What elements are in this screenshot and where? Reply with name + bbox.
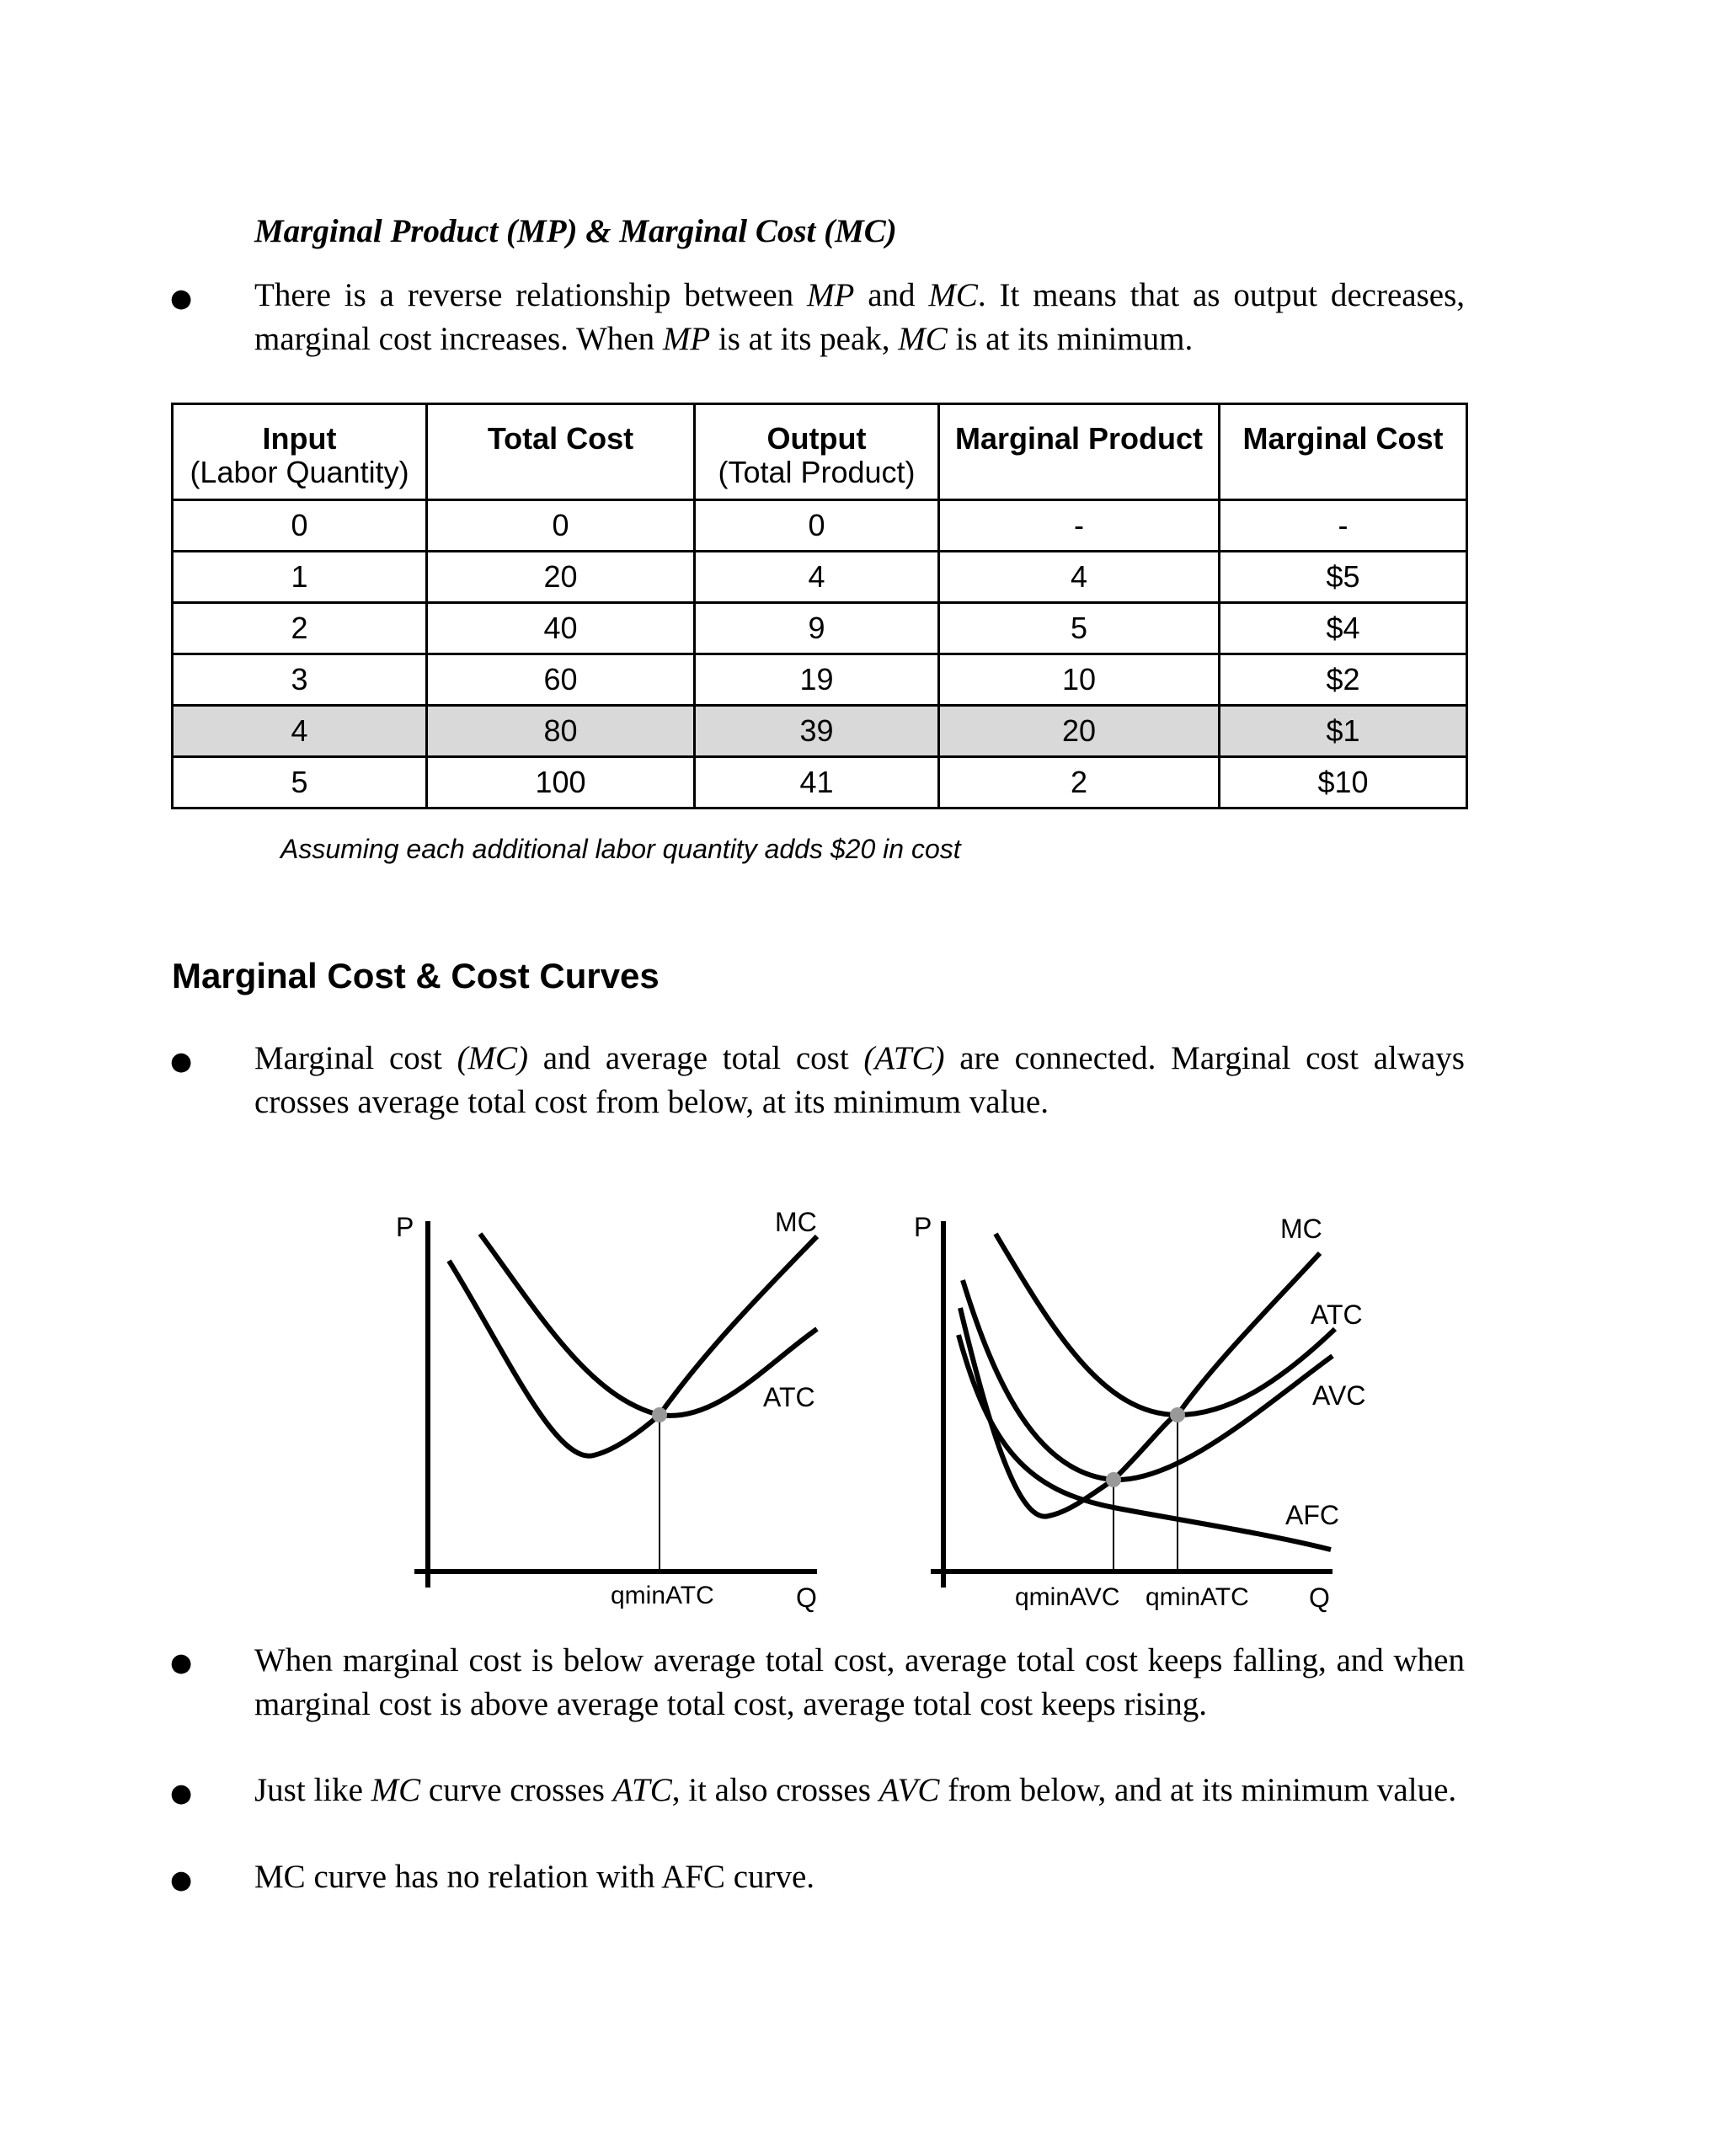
table-cell: -	[1220, 500, 1467, 552]
bullet-icon: ●	[170, 284, 193, 313]
table-cell: 0	[695, 500, 939, 552]
y-axis-label: P	[396, 1212, 414, 1242]
table-cell: 40	[427, 603, 695, 654]
series-label-mc: MC	[1280, 1214, 1322, 1244]
section-title-mp-mc: Marginal Product (MP) & Marginal Cost (MC)	[254, 213, 897, 249]
paragraph-mc-below-above: When marginal cost is below average total cost, average total cost keeps falling, and when marginal cost is above average total cost, average total cost keeps rising.	[254, 1642, 1465, 1722]
table-cell: 2	[939, 757, 1220, 808]
x-axis-label: Q	[1309, 1582, 1330, 1613]
series-label-atc: ATC	[763, 1382, 815, 1412]
header-input: Input (Labor Quantity)	[173, 404, 427, 500]
mc-atc-intersection-point	[652, 1407, 667, 1422]
annotation-qminatc: qminATC	[1146, 1583, 1249, 1611]
series-afc-curve	[959, 1335, 1331, 1550]
bullet-icon: ●	[170, 1865, 193, 1895]
table-cell: $2	[1220, 654, 1467, 706]
chart-right	[931, 1221, 1335, 1588]
x-axis-label: Q	[796, 1582, 817, 1613]
mc-avc-intersection-point	[1106, 1472, 1121, 1487]
header-total-cost: Total Cost	[427, 404, 695, 500]
table-footnote: Assuming each additional labor quantity adds $20 in cost	[280, 834, 961, 864]
table-cell: 0	[173, 500, 427, 552]
chart-left	[414, 1221, 817, 1588]
series-atc-curve	[996, 1234, 1335, 1415]
table-cell: 4	[173, 706, 427, 757]
table-cell: 3	[173, 654, 427, 706]
table-cell: 80	[427, 706, 695, 757]
table-cell: 41	[695, 757, 939, 808]
table-cell: $4	[1220, 603, 1467, 654]
table-cell: 100	[427, 757, 695, 808]
paragraph-mc-atc: Marginal cost (MC) and average total cost (ATC) are connected. Marginal cost always crosses average total cost from below, at its minimum value.	[254, 1040, 1465, 1120]
table-cell: 10	[939, 654, 1220, 706]
paragraph-mc-afc: MC curve has no relation with AFC curve.	[254, 1859, 815, 1895]
table-cell: 5	[173, 757, 427, 808]
table-cell: 2	[173, 603, 427, 654]
header-marginal-product: Marginal Product	[939, 404, 1220, 500]
series-label-atc: ATC	[1311, 1299, 1363, 1330]
table-cell: -	[939, 500, 1220, 552]
table-cell: 0	[427, 500, 695, 552]
header-marginal-cost: Marginal Cost	[1220, 404, 1467, 500]
section-title-cost-curves: Marginal Cost & Cost Curves	[172, 956, 660, 995]
table-cell: 19	[695, 654, 939, 706]
table-cell: 60	[427, 654, 695, 706]
table-cell: 39	[695, 706, 939, 757]
paragraph-mp-mc: There is a reverse relationship between MP and MC. It means that as output decreases, marginal cost increases. When MP is at its peak, MC is at its minimum.	[254, 277, 1465, 357]
table-cell: 9	[695, 603, 939, 654]
table-cell: $10	[1220, 757, 1467, 808]
series-label-avc: AVC	[1312, 1380, 1366, 1411]
table-cell: 5	[939, 603, 1220, 654]
table-cell: 1	[173, 552, 427, 603]
annotation-qminatc: qminATC	[611, 1582, 714, 1609]
table-cell: $1	[1220, 706, 1467, 757]
annotation-qminavc: qminAVC	[1015, 1583, 1120, 1611]
table-cell: 20	[427, 552, 695, 603]
series-label-afc: AFC	[1285, 1500, 1339, 1530]
paragraph-mc-avc: Just like MC curve crosses ATC, it also crosses AVC from below, and at its minimum value.	[254, 1772, 1457, 1808]
bullet-icon: ●	[170, 1779, 193, 1808]
table-cell: 4	[695, 552, 939, 603]
series-label-mc: MC	[775, 1207, 817, 1237]
table-cell: $5	[1220, 552, 1467, 603]
y-axis-label: P	[914, 1212, 932, 1242]
mc-atc-intersection-point	[1170, 1407, 1185, 1422]
header-output: Output (Total Product)	[695, 404, 939, 500]
table-cell: 20	[939, 706, 1220, 757]
table-cell: 4	[939, 552, 1220, 603]
bullet-icon: ●	[170, 1047, 193, 1076]
bullet-icon: ●	[170, 1648, 193, 1678]
